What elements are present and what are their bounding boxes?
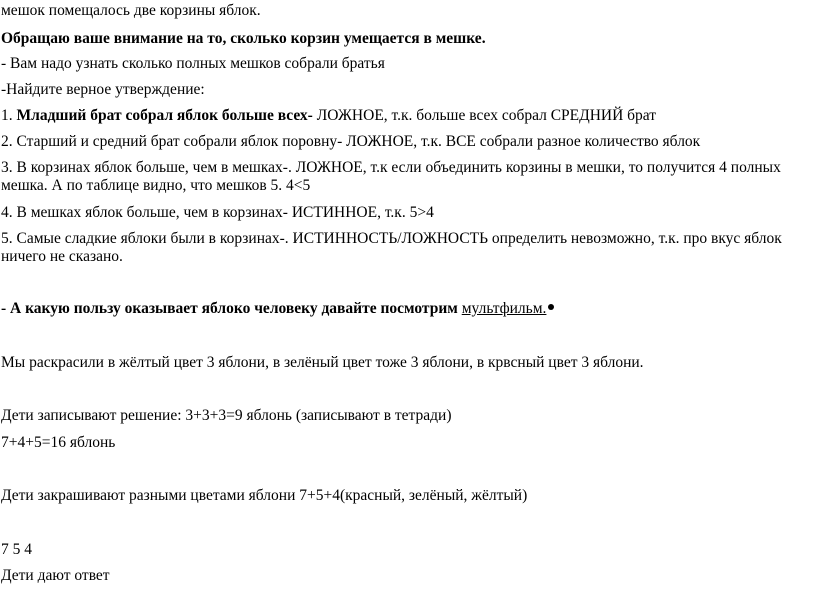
- text-line: 7+4+5=16 яблонь: [1, 434, 116, 451]
- bold-text: Обращаю ваше внимание на то, сколько корзин умещается в мешке.: [1, 30, 486, 47]
- text-line: [1, 300, 802, 318]
- cartoon-link[interactable]: мультфильм.: [461, 300, 547, 317]
- text-line: 7 5 4: [1, 541, 32, 558]
- text-line: Дети дают ответ: [1, 567, 110, 584]
- list-number: 1.: [1, 107, 17, 124]
- text-line: -Найдите верное утверждение:: [1, 81, 205, 98]
- text-line: Мы раскрасили в жёлтый цвет 3 яблони, в зелёный цвет тоже 3 яблони, в крвсный цвет 3 яблони.: [1, 354, 644, 371]
- text-line: 2. Старший и средний брат собрали яблок поровну- ЛОЖНОЕ, т.к. ВСЕ собрали разное количество яблок: [1, 133, 701, 150]
- text-span: ЛОЖНОЕ, т.к. больше всех собрал СРЕДНИЙ брат: [312, 107, 657, 124]
- bold-text: Младший брат собрал яблок больше всех-: [16, 107, 313, 124]
- bold-text: - А какую пользу оказывает яблоко человеку давайте посмотрим: [1, 300, 462, 317]
- text-line: [1, 107, 802, 125]
- text-line: - Вам надо узнать сколько полных мешков собрали братья: [1, 55, 385, 72]
- text-paragraph: 3. В корзинах яблок больше, чем в мешках-. ЛОЖНОЕ, т.к если объединить корзины в мешки, то получится 4 полных мешка. А по таблице видно, что мешков 5. 4<5: [1, 159, 781, 194]
- text-line: мешок помещалось две корзины яблок.: [1, 2, 261, 19]
- text-line: 4. В мешках яблок больше, чем в корзинах- ИСТИННОЕ, т.к. 5>4: [1, 204, 434, 221]
- text-line: Дети закрашивают разными цветами яблони 7+5+4(красный, зелёный, жёлтый): [1, 487, 528, 504]
- text-paragraph: 5. Самые сладкие яблоки были в корзинах-. ИСТИННОСТЬ/ЛОЖНОСТЬ определить невозможно, т.к. про вкус яблок ничего не сказано.: [1, 230, 782, 265]
- text-line: Дети записывают решение: 3+3+3=9 яблонь (записывают в тетради): [1, 407, 452, 424]
- text-line: [1, 30, 802, 48]
- bullet-icon: [548, 304, 554, 310]
